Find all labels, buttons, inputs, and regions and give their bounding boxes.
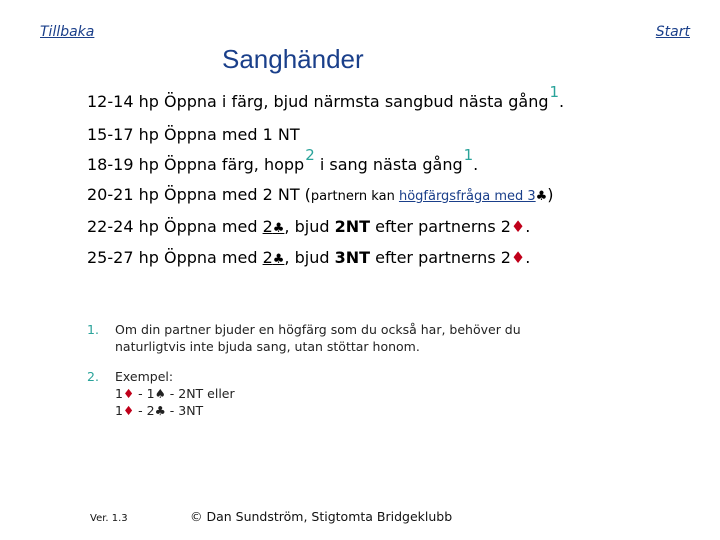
diamond-suit-icon: ♦ bbox=[510, 217, 526, 236]
rule-text: Öppna med 2 NT ( bbox=[163, 185, 311, 204]
rule-text: Öppna i färg, bjud närmsta sangbud nästa gång bbox=[163, 92, 549, 111]
footnote-number: 2. bbox=[87, 369, 99, 384]
rule-range: 18-19 hp bbox=[87, 155, 159, 174]
rule-12-14: 12-14 hp Öppna i färg, bjud närmsta sangbud nästa gång1. bbox=[87, 83, 565, 111]
copyright-label: © Dan Sundström, Stigtomta Bridgeklubb bbox=[190, 509, 453, 524]
bid-2-clubs: 2♣ bbox=[262, 217, 285, 236]
back-link[interactable]: Tillbaka bbox=[40, 24, 95, 40]
club-suit-icon: ♣ bbox=[272, 252, 285, 267]
rule-text: Öppna med 1 NT bbox=[163, 125, 300, 144]
bid-bold: 2NT bbox=[334, 217, 371, 236]
club-suit-icon: ♣ bbox=[272, 221, 285, 236]
rule-text: Öppna med bbox=[163, 248, 263, 267]
rule-25-27: 25-27 hp Öppna med 2♣, bjud 3NT efter partnerns 2♦. bbox=[87, 248, 531, 267]
rule-20-21: 20-21 hp Öppna med 2 NT (partnern kan högfärgsfråga med 3♣) bbox=[87, 185, 554, 204]
rule-range: 20-21 hp bbox=[87, 185, 159, 204]
rule-18-19: 18-19 hp Öppna färg, hopp2 i sang nästa gång1. bbox=[87, 146, 479, 174]
rule-range: 25-27 hp bbox=[87, 248, 159, 267]
diamond-suit-icon: ♦ bbox=[510, 248, 526, 267]
bid-2-clubs: 2♣ bbox=[262, 248, 285, 267]
rule-range: 22-24 hp bbox=[87, 217, 159, 236]
club-suit-icon: ♣ bbox=[535, 189, 548, 204]
rule-text: Öppna med bbox=[163, 217, 263, 236]
rule-22-24: 22-24 hp Öppna med 2♣, bjud 2NT efter partnerns 2♦. bbox=[87, 217, 531, 236]
rule-range: 12-14 hp bbox=[87, 92, 159, 111]
footnote-ref-1: 1 bbox=[549, 83, 560, 101]
rule-15-17 bbox=[87, 125, 300, 144]
rule-text: Öppna färg, hopp bbox=[163, 155, 305, 174]
footnote-ref-1: 1 bbox=[463, 146, 474, 164]
example-sequence-2: 1♦ - 2♣ - 3NT bbox=[115, 403, 204, 418]
footnote-text: Om din partner bjuder en högfärg som du också har, behöver du naturligtvis inte bjuda sang, utan stöttar honom. bbox=[115, 322, 521, 354]
example-sequence-1: 1♦ - 1♠ - 2NT eller bbox=[115, 386, 235, 401]
footnote-2 bbox=[87, 368, 235, 419]
start-link[interactable]: Start bbox=[655, 24, 690, 40]
major-suit-inquiry-link[interactable]: högfärgsfråga med 3 bbox=[398, 189, 536, 204]
page-title: Sanghänder bbox=[222, 44, 364, 74]
footnote-number: 1. bbox=[87, 322, 99, 337]
footnote-1 bbox=[87, 321, 521, 355]
rule-note: partnern kan bbox=[310, 189, 399, 204]
footnote-text: Exempel: 1♦ - 1♠ - 2NT eller 1♦ - 2♣ - 3NT bbox=[115, 369, 235, 418]
rule-range: 15-17 hp bbox=[87, 125, 159, 144]
version-label: Ver. 1.3 bbox=[90, 513, 128, 524]
footnote-ref-2: 2 bbox=[305, 146, 315, 164]
bid-bold: 3NT bbox=[334, 248, 371, 267]
